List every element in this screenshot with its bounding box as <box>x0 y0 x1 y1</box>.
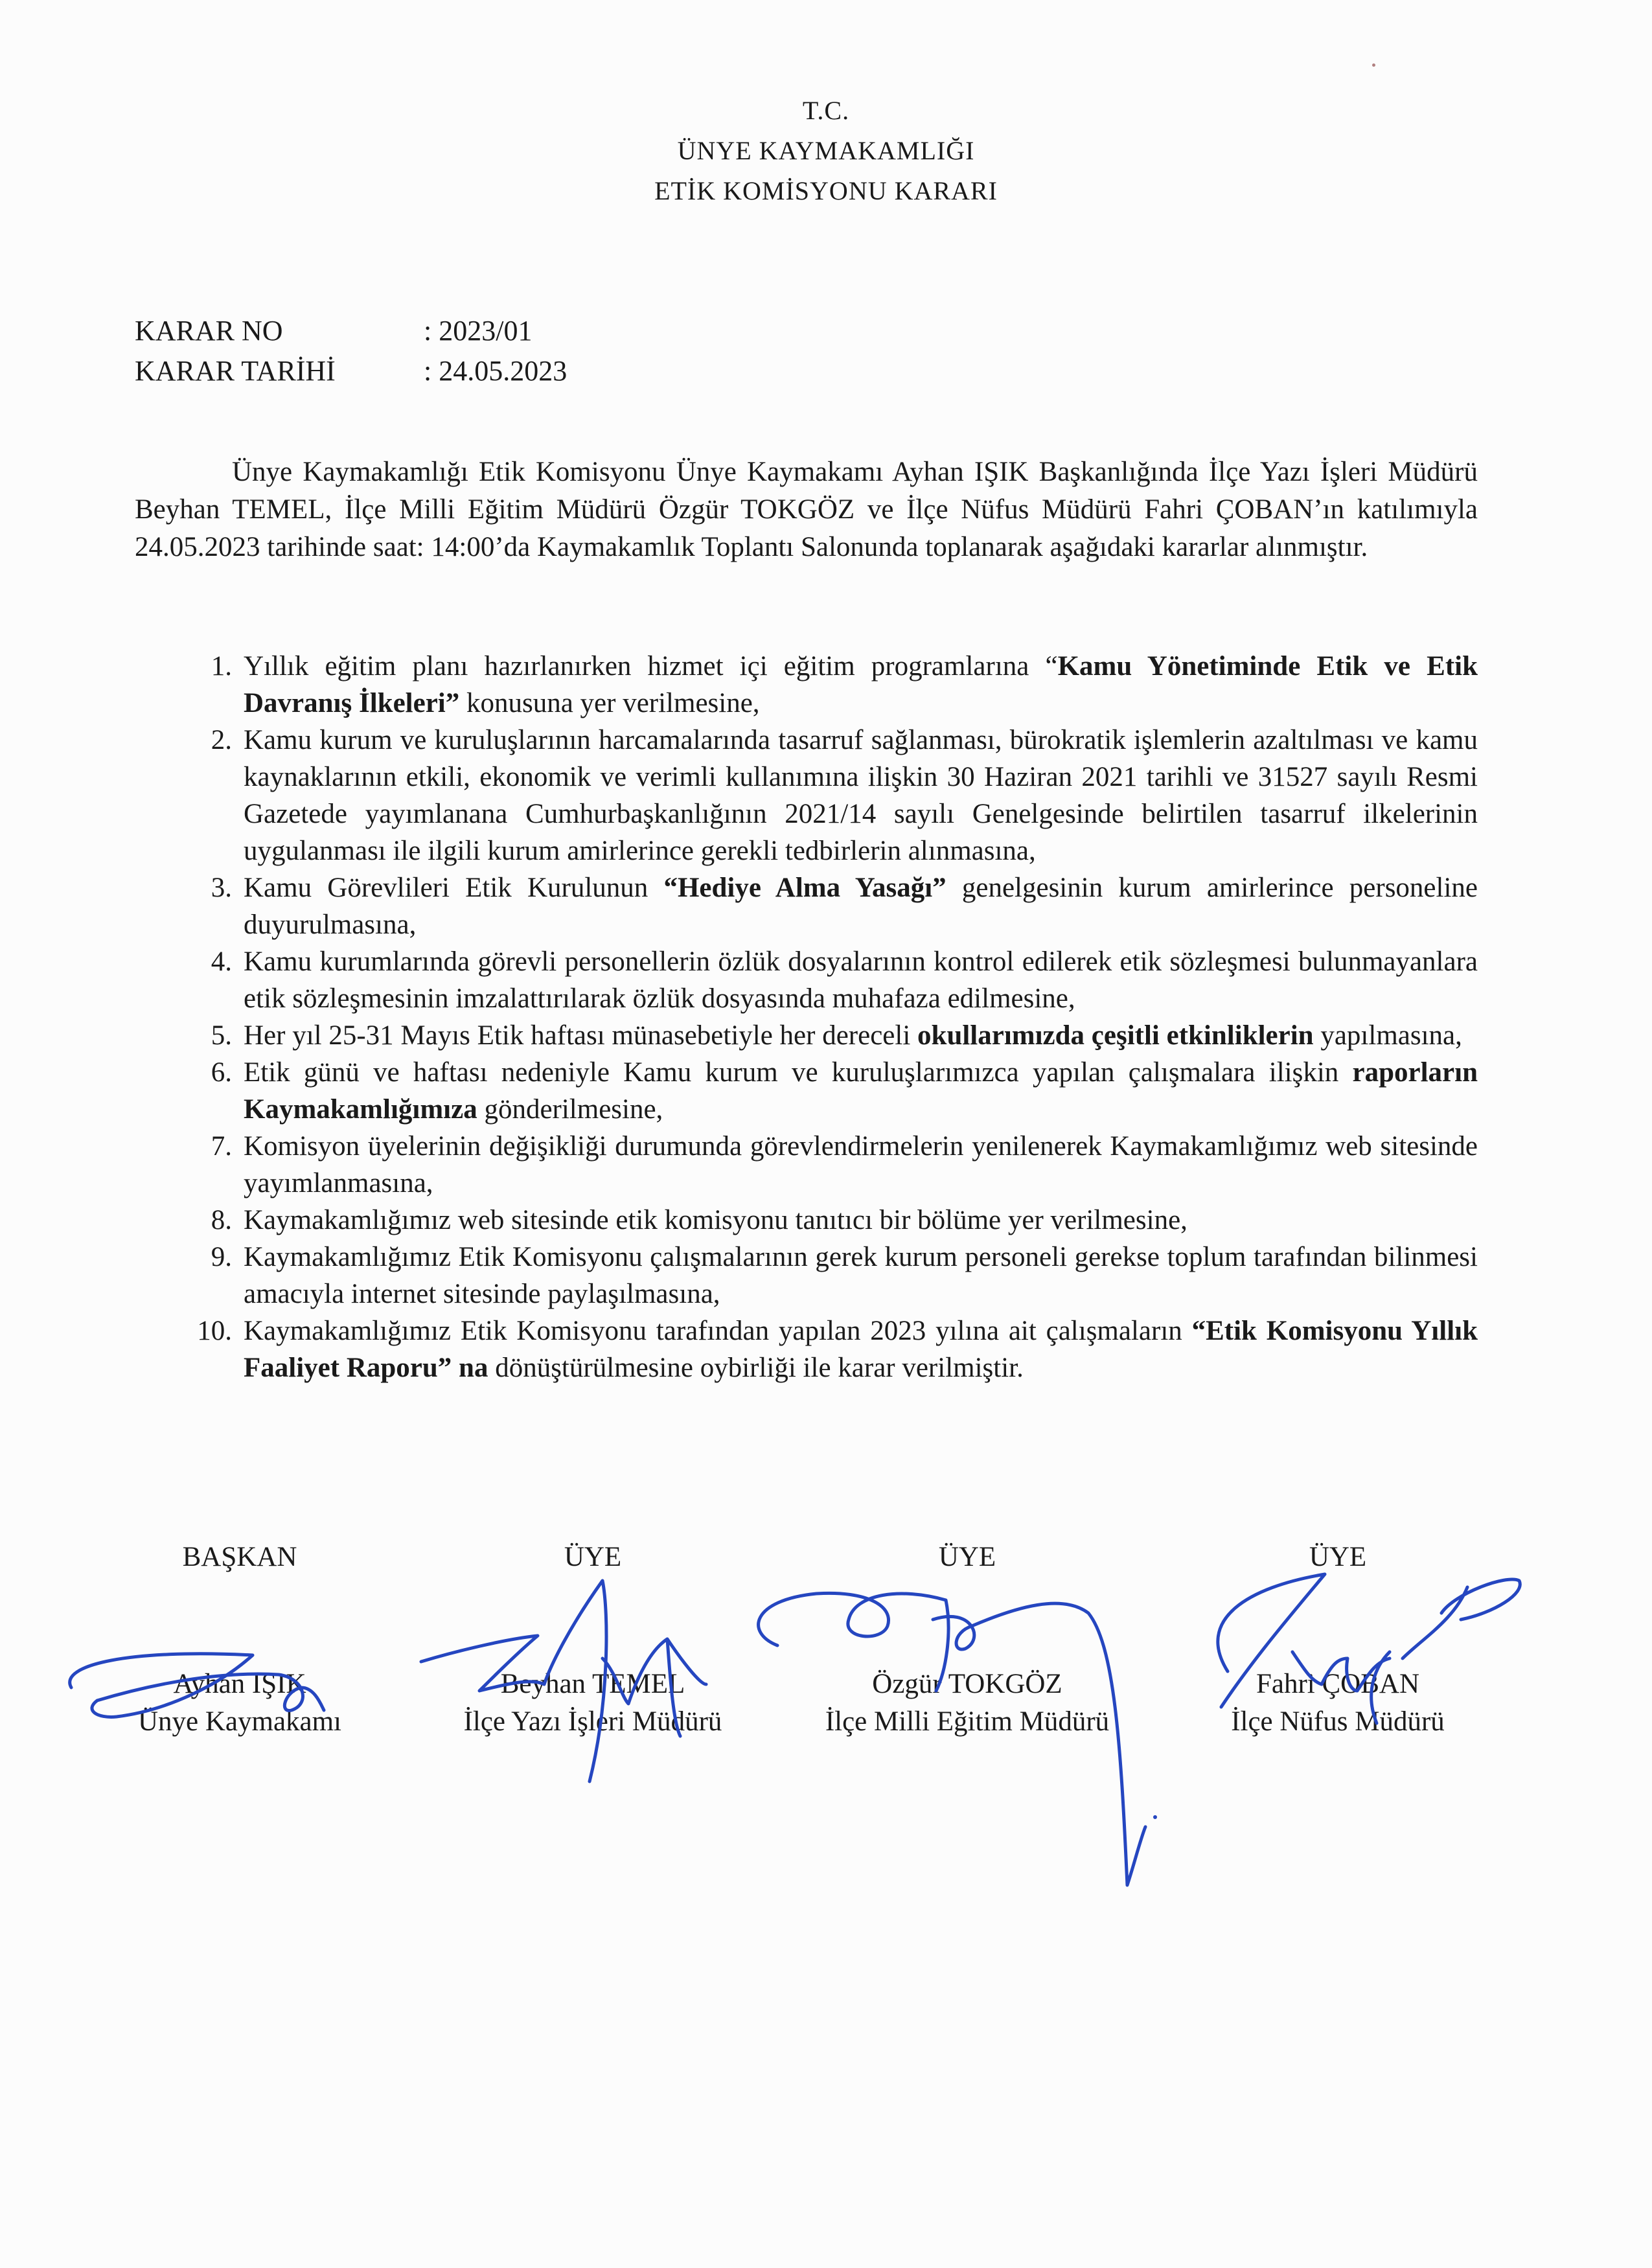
signatory-role: ÜYE <box>564 1542 622 1572</box>
karar-no-row <box>135 311 567 351</box>
decision-text-part: Kamu Görevlileri Etik Kurulunun <box>244 873 664 903</box>
decision-text-part: Her yıl 25-31 Mayıs Etik haftası münasebetiyle her dereceli <box>244 1020 918 1051</box>
decision-text <box>244 1128 1478 1202</box>
decision-text-part: dönüştürülmesine oybirliği ile karar verilmiştir. <box>488 1353 1024 1383</box>
decision-number: 5. <box>211 1020 232 1051</box>
signatory-role: BAŞKAN <box>182 1542 297 1572</box>
decision-text-part: Yıllık eğitim planı hazırlanırken hizmet içi eğitim programlarına “ <box>244 651 1058 682</box>
decision-meta <box>135 311 567 391</box>
decision-number: 7. <box>211 1131 232 1162</box>
decision-number: 2. <box>211 725 232 755</box>
decision-text-part: Kaymakamlığımız web sitesinde etik komisyonu tanıtıcı bir bölüme yer verilmesine, <box>244 1205 1187 1235</box>
decision-item <box>175 1128 1478 1202</box>
signatory-uye-3 <box>1169 1539 1506 1741</box>
decision-text <box>244 1202 1478 1239</box>
signatory-title: İlçe Yazı İşleri Müdürü <box>463 1706 722 1737</box>
decision-text <box>244 1017 1478 1054</box>
decision-text <box>244 869 1478 943</box>
decision-item <box>175 943 1478 1017</box>
signatory-title: İlçe Nüfus Müdürü <box>1231 1706 1445 1737</box>
header-document-type: ETİK KOMİSYONU KARARI <box>654 176 998 205</box>
decision-emphasis: raporların Kaymakamlığımıza <box>244 1057 1478 1125</box>
scan-speck <box>1153 1815 1157 1819</box>
decision-emphasis: Kamu Yönetiminde Etik ve Etik Davranış İlkeleri” <box>244 651 1478 718</box>
decision-text-part: Kamu kurum ve kuruluşlarının harcamalarında tasarruf sağlanması, bürokratik işlemlerin azaltılması ve kamu kaynaklarının etkili, ekonomik ve verimli kullanımına ilişkin 30 Haziran 2021 tarihli ve 31527 sayılı Resmi Gazetede yayımlanana Cumhurbaşkanlığının 2021/14 sayılı Genelgesinde belirtilen tasarruf ilkelerinin uygulanması ile ilgili kurum amirlerince gerekli tedbirlerin alınmasına, <box>244 725 1478 866</box>
decision-text-part: Kaymakamlığımız Etik Komisyonu çalışmalarının gerek kurum personeli gerekse toplum tarafından bilinmesi amacıyla internet sitesinde paylaşılmasına, <box>244 1242 1478 1309</box>
scan-speck <box>1372 63 1375 67</box>
karar-no-value: : 2023/01 <box>424 315 533 347</box>
signatory-name: Fahri ÇOBAN <box>1256 1669 1420 1699</box>
decision-emphasis: “Hediye Alma Yasağı” <box>663 873 946 903</box>
decision-text-part: Komisyon üyelerinin değişikliği durumunda görevlendirmelerin yenilenerek Kaymakamlığımız web sitesinde yayımlanmasına, <box>244 1131 1478 1198</box>
decision-emphasis: okullarımızda çeşitli etkinliklerin <box>917 1020 1314 1051</box>
decision-emphasis: “Etik Komisyonu Yıllık Faaliyet Raporu” na <box>244 1316 1478 1383</box>
karar-tarihi-label: KARAR TARİHİ <box>135 355 336 387</box>
decision-text-part: Etik günü ve haftası nedeniyle Kamu kurum ve kuruluşlarımızca yapılan çalışmalara ilişkin <box>244 1057 1353 1088</box>
karar-no-label: KARAR NO <box>135 315 283 347</box>
decision-list <box>175 648 1478 1386</box>
decision-text <box>244 1054 1478 1128</box>
decision-text-part: Kamu kurumlarında görevli personellerin özlük dosyalarının kontrol edilerek etik sözleşmesi bulunmayanlara etik sözleşmesinin imzalattırılarak özlük dosyasında muhafaza edilmesine, <box>244 946 1478 1014</box>
decision-text-part: gönderilmesine, <box>477 1094 663 1125</box>
signatory-role: ÜYE <box>1309 1542 1367 1572</box>
signatory-title: İlçe Milli Eğitim Müdürü <box>825 1706 1110 1737</box>
decision-item <box>175 1054 1478 1128</box>
decision-text <box>244 943 1478 1017</box>
karar-tarihi-row <box>135 351 567 391</box>
decision-text <box>244 1312 1478 1386</box>
decision-item <box>175 1017 1478 1054</box>
decision-text <box>244 1239 1478 1312</box>
signatory-role: ÜYE <box>938 1542 996 1572</box>
decision-number: 10. <box>197 1316 232 1346</box>
decision-number: 3. <box>211 873 232 903</box>
decision-text-part: konusuna yer verilmesine, <box>459 688 760 718</box>
decision-number: 1. <box>211 651 232 682</box>
decision-item <box>175 648 1478 722</box>
signatory-name: Ayhan IŞIK <box>173 1669 306 1699</box>
signatory-name: Özgür TOKGÖZ <box>872 1669 1062 1699</box>
decision-text <box>244 648 1478 722</box>
decision-number: 9. <box>211 1242 232 1272</box>
document-header <box>0 91 1652 211</box>
intro-paragraph: Ünye Kaymakamlığı Etik Komisyonu Ünye Kaymakamı Ayhan IŞIK Başkanlığında İlçe Yazı İşleri Müdürü Beyhan TEMEL, İlçe Milli Eğitim Müdürü Özgür TOKGÖZ ve İlçe Nüfus Müdürü Fahri ÇOBAN’ın katılımıyla 24.05.2023 tarihinde saat: 14:00’da Kaymakamlık Toplantı Salonunda toplanarak aşağıdaki kararlar alınmıştır. <box>135 457 1478 562</box>
decision-item <box>175 722 1478 869</box>
decision-item <box>175 869 1478 943</box>
decision-text-part: Kaymakamlığımız Etik Komisyonu tarafından yapılan 2023 yılına ait çalışmaların <box>244 1316 1192 1346</box>
decision-text <box>244 722 1478 869</box>
decision-text-part: genelgesinin kurum amirlerince personeline duyurulmasına, <box>244 873 1478 940</box>
decision-item <box>175 1202 1478 1239</box>
karar-tarihi-value: : 24.05.2023 <box>424 355 568 387</box>
signatory-name: Beyhan TEMEL <box>500 1669 685 1699</box>
signatory-uye-2 <box>799 1539 1136 1741</box>
signatory-baskan <box>71 1539 408 1741</box>
decision-item <box>175 1312 1478 1386</box>
decision-number: 4. <box>211 946 232 977</box>
signatory-title: Ünye Kaymakamı <box>137 1706 342 1737</box>
header-tc: T.C. <box>802 96 850 125</box>
signatory-uye-1 <box>424 1539 761 1741</box>
header-institution: ÜNYE KAYMAKAMLIĞI <box>677 136 975 165</box>
decision-item <box>175 1239 1478 1312</box>
decision-number: 8. <box>211 1205 232 1235</box>
decision-number: 6. <box>211 1057 232 1088</box>
decision-text-part: yapılmasına, <box>1313 1020 1462 1051</box>
